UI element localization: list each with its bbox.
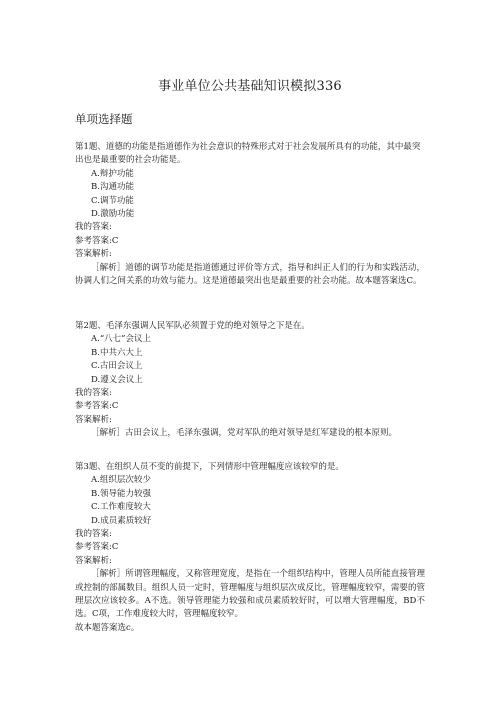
analysis-text: ［解析］道德的调节功能是指道德通过评价等方式，指导和纠正人们的行为和实践活动，协调人们之间关系的功效与能力。这是道德最突出也是最重要的社会功能。故本题答案选C。 [75,262,425,287]
option-d: D.激励功能 [91,209,135,220]
reference-answer-label: 参考答案: [75,542,112,553]
option-a: A.“八七”会议上 [91,334,152,345]
question-3 [75,461,425,635]
option-b: B.沟通功能 [91,182,134,193]
my-answer-label: 我的答案: [75,529,112,540]
option-a: A.组织层次较少 [91,475,151,486]
analysis-label: 答案解析: [75,414,112,425]
option-d: D.遵义会议上 [91,374,143,385]
my-answer-label: 我的答案: [75,222,112,233]
option-b: B.中共六大上 [91,347,143,358]
my-answer-label: 我的答案: [75,388,112,399]
option-c: C.工作难度较大 [91,502,151,513]
option-d: D.成员素质较好 [91,515,152,526]
reference-answer-value: C [111,542,119,553]
reference-answer-value: C [111,235,119,246]
reference-answer-label: 参考答案: [75,235,112,246]
page-title: 事业单位公共基础知识模拟336 [158,79,342,94]
analysis-text: ［解析］所谓管理幅度，又称管理宽度，是指在一个组织结构中，管理人员所能直接管理或控制的部属数目。组织人员一定时，管理幅度与组织层次成反比，管理幅度较窄，需要的管理层次应该较多。A不选。领导管理能力较强和成员素质较好时，可以增大管理幅度，BD不选。C项，工作难度较大时，管理幅度较窄。 [75,569,425,620]
reference-answer-row [75,235,425,248]
question-stem: 第1题、道德的功能是指道德作为社会意识的特殊形式对于社会发展所具有的功能，其中最突出也是最重要的社会功能是。 [75,142,421,166]
question-stem: 第2题、毛泽东强调人民军队必须置于党的绝对领导之下是在。 [75,321,310,331]
question-stem: 第3题、在组织人员不变的前提下，下列情形中管理幅度应该较窄的是。 [75,462,344,472]
option-c: C.古田会议上 [91,361,143,372]
option-b: B.领导能力较强 [91,488,151,499]
analysis-conclusion: 故本题答案选c。 [75,622,140,633]
section-title: 单项选择题 [75,112,133,126]
reference-answer-row [75,541,425,554]
reference-answer-value: C [111,401,119,412]
analysis-label: 答案解析: [75,249,112,260]
analysis-text: ［解析］古田会议上，毛泽东强调，党对军队的绝对领导是红军建设的根本原则。 [91,428,398,439]
question-2 [75,320,425,441]
option-c: C.调节功能 [91,195,134,206]
reference-answer-label: 参考答案: [75,401,112,412]
question-1 [75,141,425,288]
reference-answer-row [75,400,425,413]
option-a: A.辩护功能 [91,168,134,179]
analysis-label: 答案解析: [75,555,112,566]
